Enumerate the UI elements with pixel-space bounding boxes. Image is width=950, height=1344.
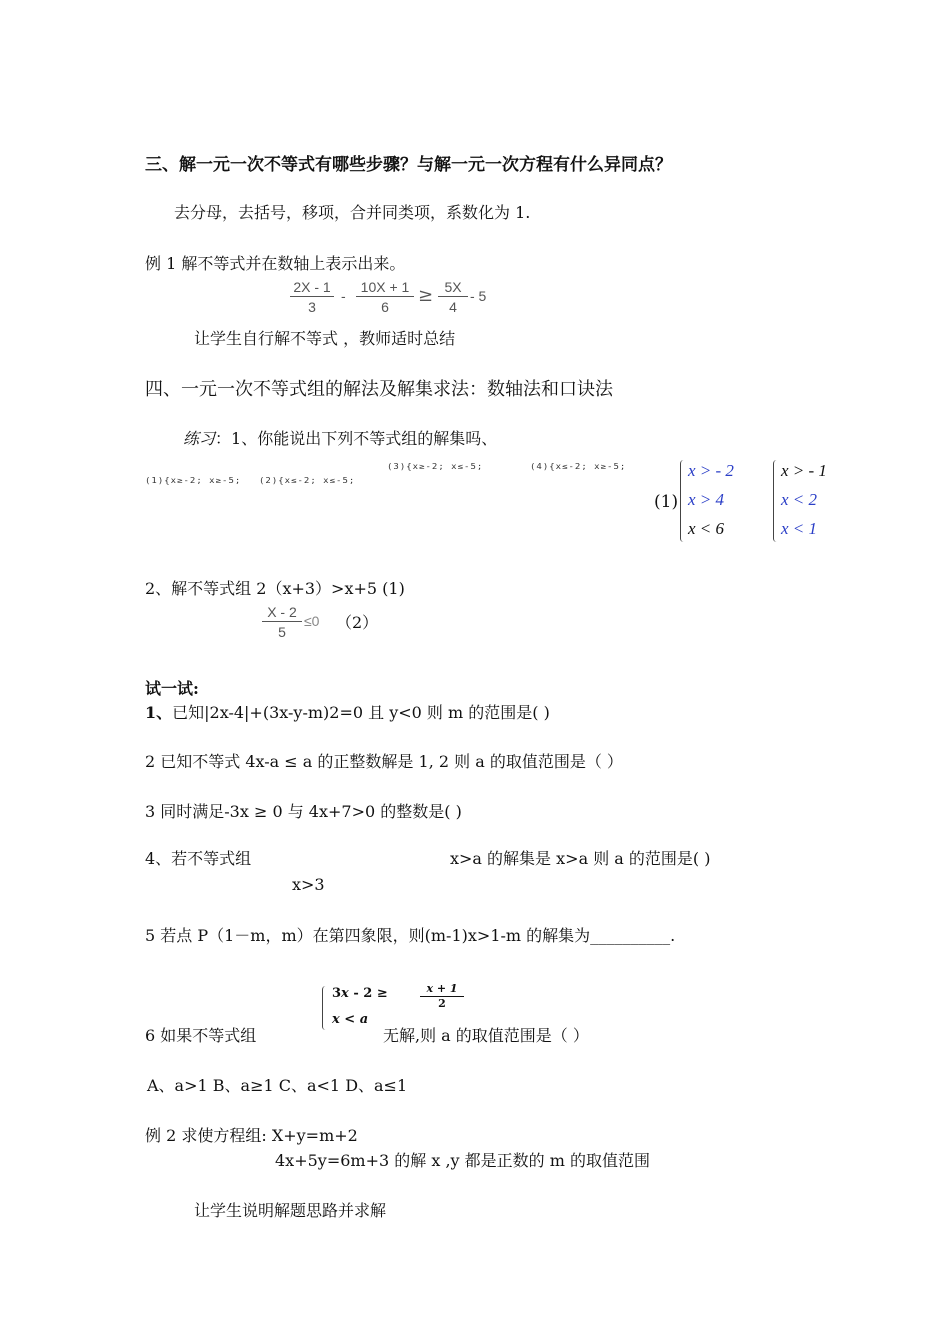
- example1-title: 例 1 解不等式并在数轴上表示出来。: [145, 254, 406, 273]
- trial-question-5: 5 若点 P（1－m，m）在第四象限，则(m-1)x>1-m 的解集为__________.: [145, 926, 676, 945]
- system1: [678, 458, 758, 544]
- example2-line-2: 4x+5y=6m+3 的解 x ,y 都是正数的 m 的取值范围: [275, 1151, 651, 1170]
- question6-fraction-denominator: 2: [438, 997, 446, 1010]
- question2-fraction-numerator: X - 2: [262, 603, 302, 622]
- trial-question-1-text: 已知|2x-4|+(3x-y-m)2=0 且 y<0 则 m 的范围是( ): [172, 703, 550, 722]
- question6-brace: [322, 986, 329, 1030]
- fraction-3-denominator: 4: [449, 299, 457, 315]
- system2-brace: [773, 460, 780, 542]
- blurry-system-3: (3){x≥-2; x≤-5;: [387, 462, 484, 472]
- trial-question-4: 4、若不等式组: [145, 849, 252, 868]
- example1-note: 让学生自行解不等式 ，教师适时总结: [194, 329, 456, 348]
- trial-heading: 试一试:: [145, 679, 199, 698]
- question2: 2、解不等式组 2（x+3）>x+5 (1): [145, 579, 405, 598]
- system1-label: (1): [654, 492, 679, 512]
- blurry-system-4: (4){x≤-2; x≥-5;: [530, 462, 627, 472]
- fraction-1-denominator: 3: [308, 299, 316, 315]
- system1-row-2: x > 4: [688, 490, 725, 509]
- geq-sign: ≥: [418, 285, 434, 306]
- fraction-1: [290, 278, 334, 317]
- trial-question-2: 2 已知不等式 4x-a ≤ a 的正整数解是 1, 2 则 a 的取值范围是（ ）: [145, 752, 623, 771]
- blurry-system-1: (1){x≥-2; x≥-5;: [145, 476, 242, 486]
- system2-row-1: x > - 1: [781, 461, 827, 480]
- system2: [771, 458, 851, 544]
- example2-note: 让学生说明解题思路并求解: [194, 1201, 387, 1220]
- question2-fraction-denominator: 5: [278, 624, 286, 640]
- fraction-1-numerator: 2X - 1: [290, 278, 334, 297]
- system1-row-3: x < 6: [688, 519, 725, 538]
- section3-steps: 去分母，去括号，移项，合并同类项，系数化为 1.: [174, 203, 531, 222]
- trial-question-1-number: 1、: [145, 703, 173, 722]
- example2-line-1: 例 2 求使方程组: X+y=m+2: [145, 1126, 358, 1145]
- trial-question-6-options: A、a>1 B、a≥1 C、a<1 D、a≤1: [147, 1076, 408, 1095]
- practice-line: [183, 426, 497, 449]
- system1-row-1: x > - 2: [688, 461, 734, 480]
- question2-leq: ≤0: [304, 613, 320, 629]
- question2-tag: （2）: [336, 613, 379, 632]
- question6-fraction-numerator: x + 1: [420, 982, 464, 997]
- blurry-system-2: (2){x≤-2; x≤-5;: [259, 476, 356, 486]
- trial-question-1: [145, 700, 550, 723]
- fraction-3-numerator: 5X: [438, 278, 468, 297]
- equation-tail: - 5: [470, 288, 487, 304]
- fraction-2: [356, 278, 414, 317]
- fraction-3: [438, 278, 468, 317]
- system2-row-3: x < 1: [781, 519, 818, 538]
- fraction-2-numerator: 10X + 1: [356, 278, 414, 297]
- question6-fraction: [420, 982, 464, 1011]
- question6-row-2: x < a: [332, 1012, 369, 1027]
- practice-text: ：1、你能说出下列不等式组的解集吗、: [215, 429, 498, 448]
- trial-question-4-condition: x>a 的解集是 x>a 则 a 的范围是( ): [450, 849, 711, 868]
- trial-question-4-system: x>3: [292, 875, 325, 894]
- question6-row-1: 3x - 2 ≥: [332, 986, 388, 1001]
- trial-question-6-condition: 无解,则 a 的取值范围是（ ）: [383, 1026, 589, 1045]
- minus-sign: -: [341, 288, 346, 304]
- practice-label: 练习: [183, 429, 216, 448]
- question2-fraction: [262, 603, 302, 642]
- fraction-2-denominator: 6: [381, 299, 389, 315]
- system1-brace: [680, 460, 687, 542]
- system2-row-2: x < 2: [781, 490, 818, 509]
- section3-heading: 三、解一元一次不等式有哪些步骤？与解一元一次方程有什么异同点？: [145, 155, 672, 175]
- section4-heading: 四、一元一次不等式组的解法及解集求法：数轴法和口诀法: [145, 379, 613, 400]
- trial-question-6: 6 如果不等式组: [145, 1026, 257, 1045]
- trial-question-3: 3 同时满足-3x ≥ 0 与 4x+7>0 的整数是( ): [145, 802, 462, 821]
